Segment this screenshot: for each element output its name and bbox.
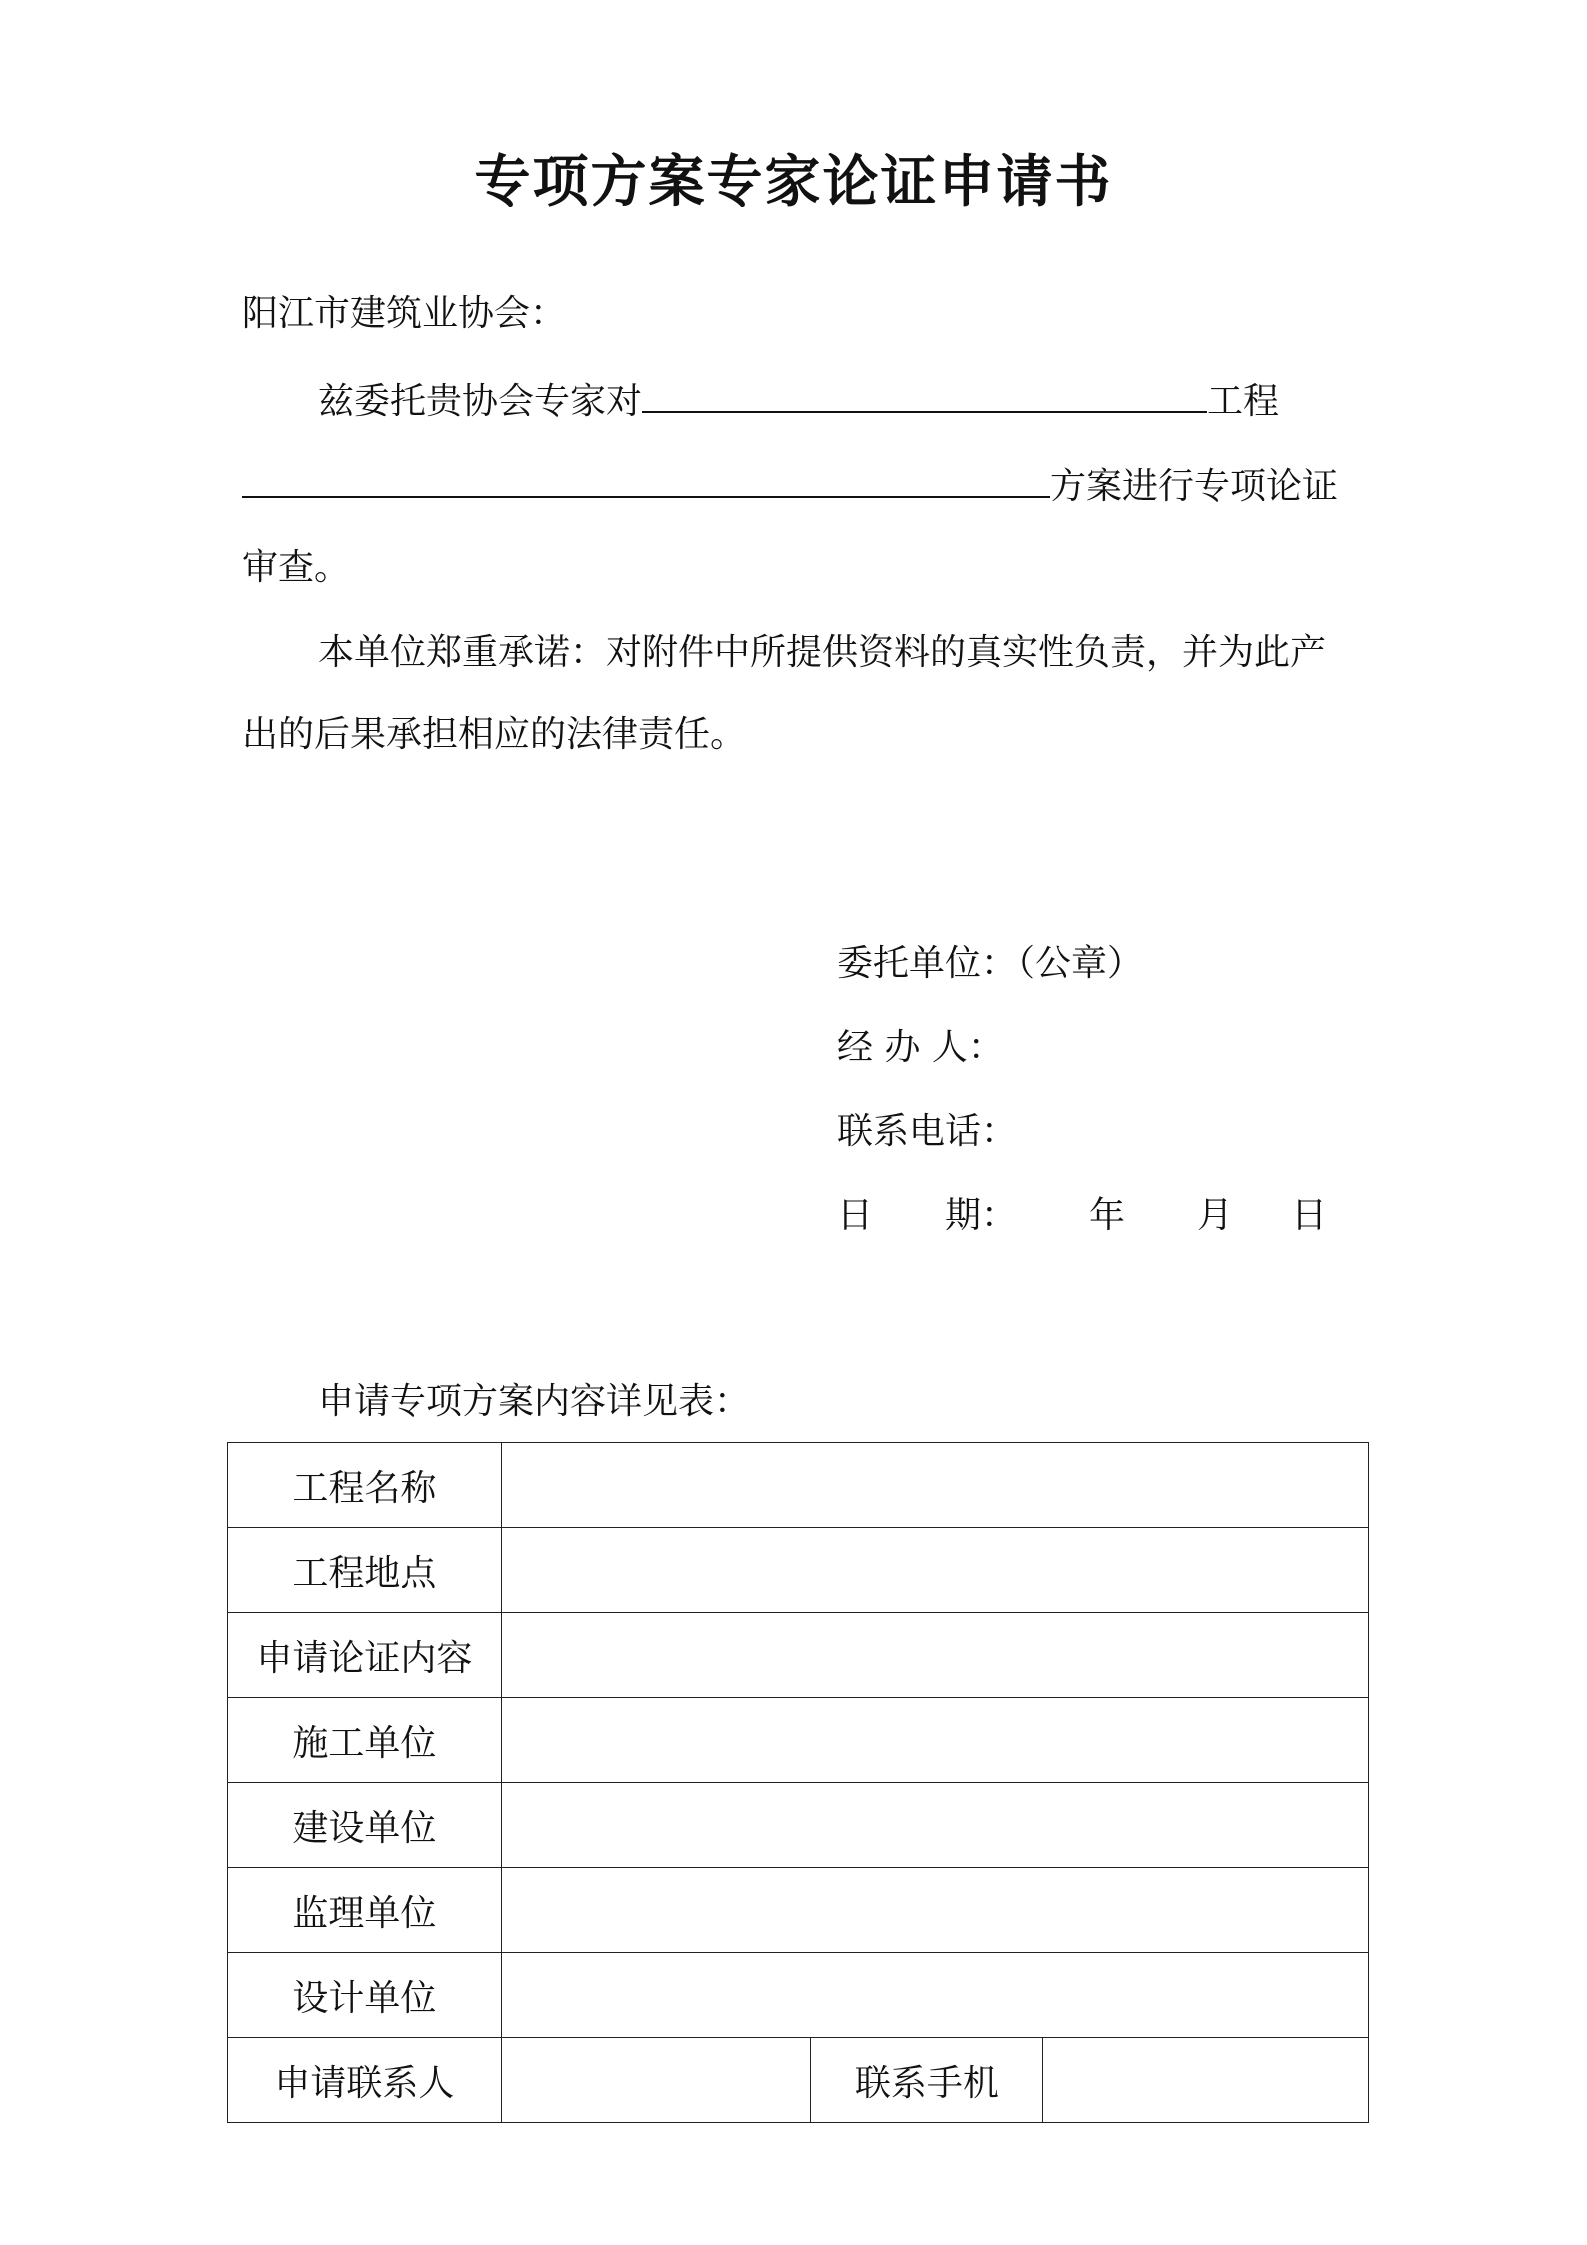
addressee: 阳江市建筑业协会： — [242, 293, 567, 334]
scheme-line — [242, 462, 1338, 509]
owner-unit-field[interactable] — [501, 1783, 1368, 1868]
promise-line-1: 本单位郑重承诺：对附件中所提供资料的真实性负责，并为此产 — [318, 632, 1327, 673]
mobile-label: 联系手机 — [811, 2038, 1043, 2123]
month-label: 月 — [1197, 1195, 1234, 1236]
entrusting-unit-label: 委托单位：（公章） — [837, 943, 1144, 984]
day-label: 日 — [1291, 1195, 1328, 1236]
contact-phone-label: 联系电话： — [837, 1111, 1018, 1152]
row-label: 监理单位 — [228, 1868, 502, 1953]
document-title: 专项方案专家论证申请书 — [474, 150, 1113, 215]
table-row — [228, 1868, 1369, 1953]
table-row — [228, 1783, 1369, 1868]
contact-person-label: 申请联系人 — [228, 2038, 502, 2123]
handler-label: 经 办 人： — [837, 1027, 1004, 1068]
scheme-name-blank[interactable] — [242, 462, 1050, 498]
entrust-prefix: 兹委托贵协会专家对 — [318, 381, 643, 422]
review-content-field[interactable] — [501, 1613, 1368, 1698]
date-line — [837, 1194, 1327, 1238]
date-char-1: 日 — [837, 1195, 874, 1236]
scheme-line-end: 审查。 — [242, 547, 351, 588]
project-name-field[interactable] — [501, 1443, 1368, 1528]
table-row — [228, 2038, 1369, 2123]
mobile-field[interactable] — [1043, 2038, 1369, 2123]
scheme-suffix: 方案进行专项论证 — [1050, 466, 1339, 507]
project-name-blank[interactable] — [642, 377, 1207, 413]
date-char-2: 期： — [945, 1195, 1018, 1236]
table-row — [228, 1528, 1369, 1613]
row-label: 申请论证内容 — [228, 1613, 502, 1698]
table-row — [228, 1613, 1369, 1698]
row-label: 设计单位 — [228, 1953, 502, 2038]
entrust-suffix: 工程 — [1207, 381, 1280, 422]
contact-person-field[interactable] — [501, 2038, 811, 2123]
application-form-table — [227, 1442, 1369, 2123]
construction-unit-field[interactable] — [501, 1698, 1368, 1783]
design-unit-field[interactable] — [501, 1953, 1368, 2038]
table-row — [228, 1953, 1369, 2038]
row-label: 施工单位 — [228, 1698, 502, 1783]
promise-line-2: 出的后果承担相应的法律责任。 — [242, 714, 747, 755]
row-label: 工程名称 — [228, 1443, 502, 1528]
supervision-unit-field[interactable] — [501, 1868, 1368, 1953]
row-label: 工程地点 — [228, 1528, 502, 1613]
table-intro: 申请专项方案内容详见表： — [318, 1381, 751, 1422]
table-row — [228, 1698, 1369, 1783]
year-label: 年 — [1089, 1195, 1126, 1236]
row-label: 建设单位 — [228, 1783, 502, 1868]
entrust-line — [318, 377, 1279, 424]
table-row — [228, 1443, 1369, 1528]
project-location-field[interactable] — [501, 1528, 1368, 1613]
